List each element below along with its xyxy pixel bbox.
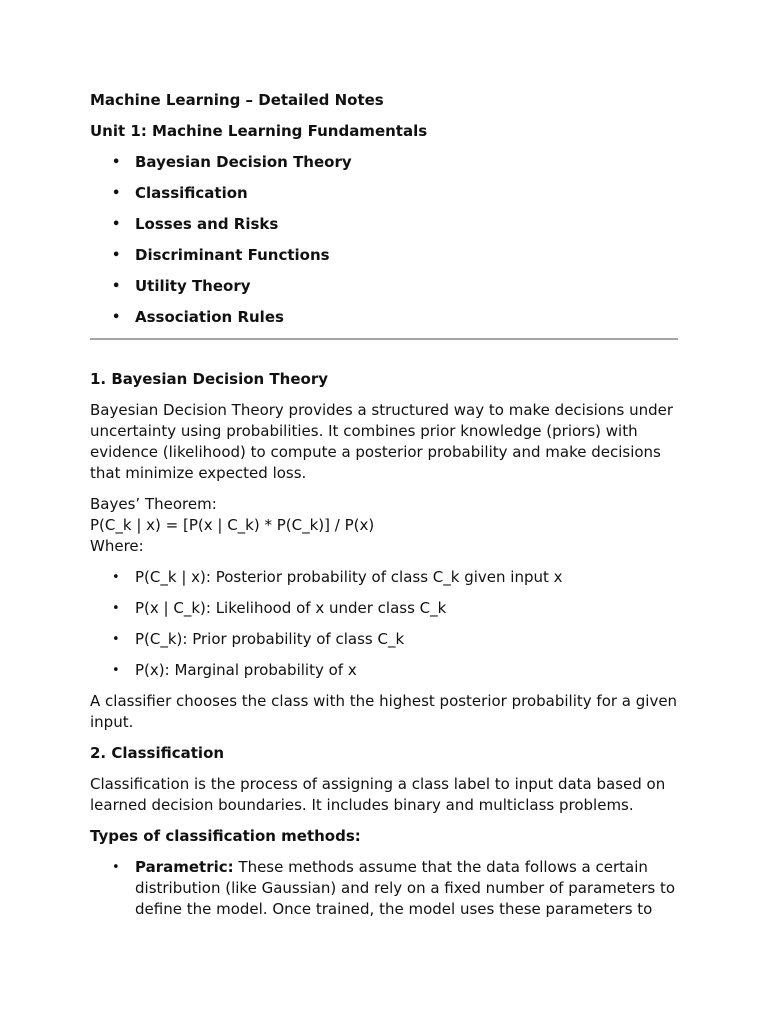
term-definition-list (90, 567, 680, 681)
bayes-theorem-label: Bayes’ Theorem: (90, 495, 217, 513)
classification-intro-paragraph: Classification is the process of assigning a class label to input data based on learned decision boundaries. It includes binary and multiclass problems. (90, 775, 666, 814)
topic-item: • Bayesian Decision Theory (135, 152, 680, 173)
bayesian-conclusion-paragraph: A classifier chooses the class with the highest posterior probability for a given input. (90, 692, 678, 731)
term-definition-item: • P(x | C_k): Likelihood of x under class C_k (135, 598, 680, 619)
topic-item: • Association Rules (135, 307, 680, 328)
term-definition-item: • P(C_k): Prior probability of class C_k (135, 629, 680, 650)
method-name: Parametric: (135, 858, 234, 876)
classification-method-list (90, 857, 680, 920)
section-heading-bayesian: 1. Bayesian Decision Theory (90, 370, 328, 388)
unit-title: Unit 1: Machine Learning Fundamentals (90, 122, 428, 140)
section-divider (90, 338, 678, 340)
topic-item: • Discriminant Functions (135, 245, 680, 266)
topic-item: • Utility Theory (135, 276, 680, 297)
bayes-theorem-block (90, 494, 680, 557)
bayesian-intro-paragraph: Bayesian Decision Theory provides a structured way to make decisions under uncertainty using probabilities. It combines prior knowledge (priors) with evidence (likelihood) to compute a posterior probability and make decisions that minimize expected loss. (90, 401, 674, 482)
term-definition-item: • P(x): Marginal probability of x (135, 660, 680, 681)
method-item (135, 857, 680, 920)
types-heading: Types of classification methods: (90, 827, 361, 845)
section-heading-classification: 2. Classification (90, 744, 225, 762)
topic-item: • Losses and Risks (135, 214, 680, 235)
document-title: Machine Learning – Detailed Notes (90, 91, 384, 109)
bayes-formula: P(C_k | x) = [P(x | C_k) * P(C_k)] / P(x) (90, 516, 375, 534)
topic-item: • Classification (135, 183, 680, 204)
topic-list (90, 152, 680, 328)
method-description: These methods assume that the data follows a certain distribution (like Gaussian) and rely on a fixed number of parameters to define the model. Once trained, the model uses these parameters to (135, 858, 676, 918)
where-label: Where: (90, 537, 144, 555)
term-definition-item: • P(C_k | x): Posterior probability of class C_k given input x (135, 567, 680, 588)
document-page (90, 90, 680, 930)
